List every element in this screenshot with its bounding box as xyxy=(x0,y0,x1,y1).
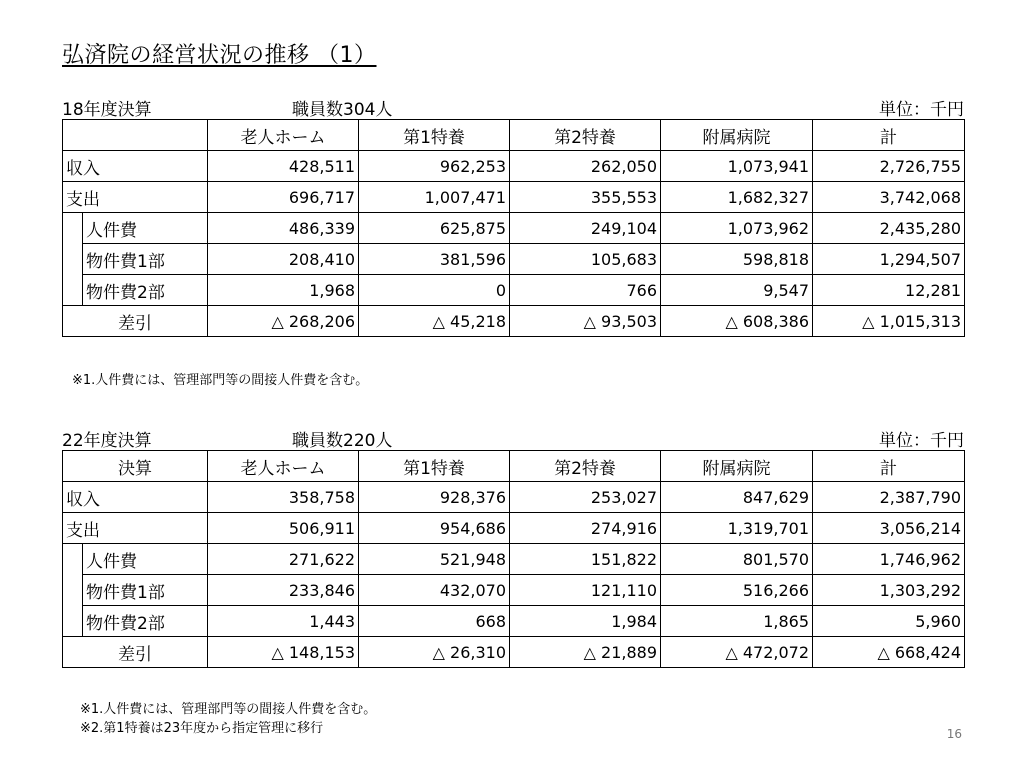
table-cell: 381,596 xyxy=(359,244,510,275)
col-header: 附属病院 xyxy=(661,451,813,482)
table-cell: △ 268,206 xyxy=(208,306,359,337)
table-row xyxy=(63,275,965,306)
table-cell: 598,818 xyxy=(661,244,813,275)
table-cell: 274,916 xyxy=(510,513,661,544)
table-cell: △ 608,386 xyxy=(661,306,813,337)
table-cell: 516,266 xyxy=(661,575,813,606)
page-number: 16 xyxy=(946,727,962,741)
table-row xyxy=(63,244,965,275)
row-label: 物件費1部 xyxy=(83,244,208,275)
section1-staff-count: 職員数304人 xyxy=(292,100,393,120)
table-cell: △ 668,424 xyxy=(813,637,965,668)
row-label: 人件費 xyxy=(83,213,208,244)
col-header: 計 xyxy=(813,120,965,151)
table-cell: 766 xyxy=(510,275,661,306)
row-label: 収入 xyxy=(63,151,208,182)
table-cell: △ 1,015,313 xyxy=(813,306,965,337)
table-cell: 208,410 xyxy=(208,244,359,275)
table-corner-cell: 決算 xyxy=(63,451,208,482)
page-title: 弘済院の経営状況の推移 （1） xyxy=(62,43,377,68)
indent-spacer xyxy=(63,575,83,606)
table-row xyxy=(63,482,965,513)
table-cell: △ 26,310 xyxy=(359,637,510,668)
row-label: 物件費2部 xyxy=(83,606,208,637)
table-cell: 249,104 xyxy=(510,213,661,244)
section2-year: 22年度決算 xyxy=(62,431,152,451)
row-label: 物件費2部 xyxy=(83,275,208,306)
table-row xyxy=(63,306,965,337)
table-cell: 625,875 xyxy=(359,213,510,244)
row-label: 差引 xyxy=(63,637,208,668)
table-cell: 1,746,962 xyxy=(813,544,965,575)
row-label: 支出 xyxy=(63,182,208,213)
section2-staff-count: 職員数220人 xyxy=(292,431,393,451)
table-cell: 954,686 xyxy=(359,513,510,544)
table-cell: 12,281 xyxy=(813,275,965,306)
table-cell: 1,865 xyxy=(661,606,813,637)
table-cell: 1,303,292 xyxy=(813,575,965,606)
table-row xyxy=(63,182,965,213)
col-header: 第2特養 xyxy=(510,451,661,482)
section1-header xyxy=(62,95,964,119)
table-row xyxy=(63,513,965,544)
section2-header xyxy=(62,426,964,450)
table-cell: 2,435,280 xyxy=(813,213,965,244)
table-cell: △ 45,218 xyxy=(359,306,510,337)
table-cell: 1,984 xyxy=(510,606,661,637)
table-cell: 432,070 xyxy=(359,575,510,606)
table-cell: 151,822 xyxy=(510,544,661,575)
table-row xyxy=(63,151,965,182)
col-header: 老人ホーム xyxy=(208,451,359,482)
table-cell: 121,110 xyxy=(510,575,661,606)
table-cell: 506,911 xyxy=(208,513,359,544)
table-cell: 233,846 xyxy=(208,575,359,606)
table-cell: △ 21,889 xyxy=(510,637,661,668)
table-cell: △ 148,153 xyxy=(208,637,359,668)
section2-unit: 単位：千円 xyxy=(879,431,964,451)
table-row xyxy=(63,637,965,668)
table-corner-cell xyxy=(63,120,208,151)
indent-spacer xyxy=(63,275,83,306)
section1-year: 18年度決算 xyxy=(62,100,152,120)
table-cell: 105,683 xyxy=(510,244,661,275)
col-header: 計 xyxy=(813,451,965,482)
table-cell: 486,339 xyxy=(208,213,359,244)
table-header-row xyxy=(63,451,965,482)
indent-spacer xyxy=(63,213,83,244)
table-cell: 428,511 xyxy=(208,151,359,182)
table-cell: 358,758 xyxy=(208,482,359,513)
table-cell: 696,717 xyxy=(208,182,359,213)
table-cell: 847,629 xyxy=(661,482,813,513)
table-cell: 1,294,507 xyxy=(813,244,965,275)
row-label: 物件費1部 xyxy=(83,575,208,606)
table-cell: 668 xyxy=(359,606,510,637)
table-cell: 355,553 xyxy=(510,182,661,213)
table-cell: 262,050 xyxy=(510,151,661,182)
row-label: 差引 xyxy=(63,306,208,337)
table-cell: 3,742,068 xyxy=(813,182,965,213)
col-header: 第1特養 xyxy=(359,120,510,151)
table-cell: 3,056,214 xyxy=(813,513,965,544)
table-cell: 521,948 xyxy=(359,544,510,575)
section2-note-2: ※2.第1特養は23年度から指定管理に移行 xyxy=(80,721,324,736)
table-cell: 271,622 xyxy=(208,544,359,575)
table-cell: 928,376 xyxy=(359,482,510,513)
table-row xyxy=(63,544,965,575)
table-cell: △ 93,503 xyxy=(510,306,661,337)
row-label: 支出 xyxy=(63,513,208,544)
table-header-row xyxy=(63,120,965,151)
table-cell: 1,443 xyxy=(208,606,359,637)
col-header: 附属病院 xyxy=(661,120,813,151)
table-cell: 253,027 xyxy=(510,482,661,513)
section1-table xyxy=(62,119,965,337)
section1-note: ※1.人件費には、管理部門等の間接人件費を含む。 xyxy=(72,373,369,388)
indent-spacer xyxy=(63,244,83,275)
table-cell: 9,547 xyxy=(661,275,813,306)
section2-note-1: ※1.人件費には、管理部門等の間接人件費を含む。 xyxy=(80,702,377,717)
table-row xyxy=(63,575,965,606)
table-row xyxy=(63,606,965,637)
row-label: 収入 xyxy=(63,482,208,513)
section2-table xyxy=(62,450,965,668)
table-cell: 0 xyxy=(359,275,510,306)
table-cell: 2,387,790 xyxy=(813,482,965,513)
section1-unit: 単位：千円 xyxy=(879,100,964,120)
table-cell: 1,319,701 xyxy=(661,513,813,544)
table-cell: 1,968 xyxy=(208,275,359,306)
col-header: 第1特養 xyxy=(359,451,510,482)
col-header: 第2特養 xyxy=(510,120,661,151)
table-cell: 1,007,471 xyxy=(359,182,510,213)
indent-spacer xyxy=(63,606,83,637)
table-cell: 2,726,755 xyxy=(813,151,965,182)
row-label: 人件費 xyxy=(83,544,208,575)
table-cell: 962,253 xyxy=(359,151,510,182)
table-cell: △ 472,072 xyxy=(661,637,813,668)
col-header: 老人ホーム xyxy=(208,120,359,151)
table-row xyxy=(63,213,965,244)
table-cell: 1,073,941 xyxy=(661,151,813,182)
table-cell: 801,570 xyxy=(661,544,813,575)
table-cell: 1,682,327 xyxy=(661,182,813,213)
table-cell: 5,960 xyxy=(813,606,965,637)
table-cell: 1,073,962 xyxy=(661,213,813,244)
indent-spacer xyxy=(63,544,83,575)
